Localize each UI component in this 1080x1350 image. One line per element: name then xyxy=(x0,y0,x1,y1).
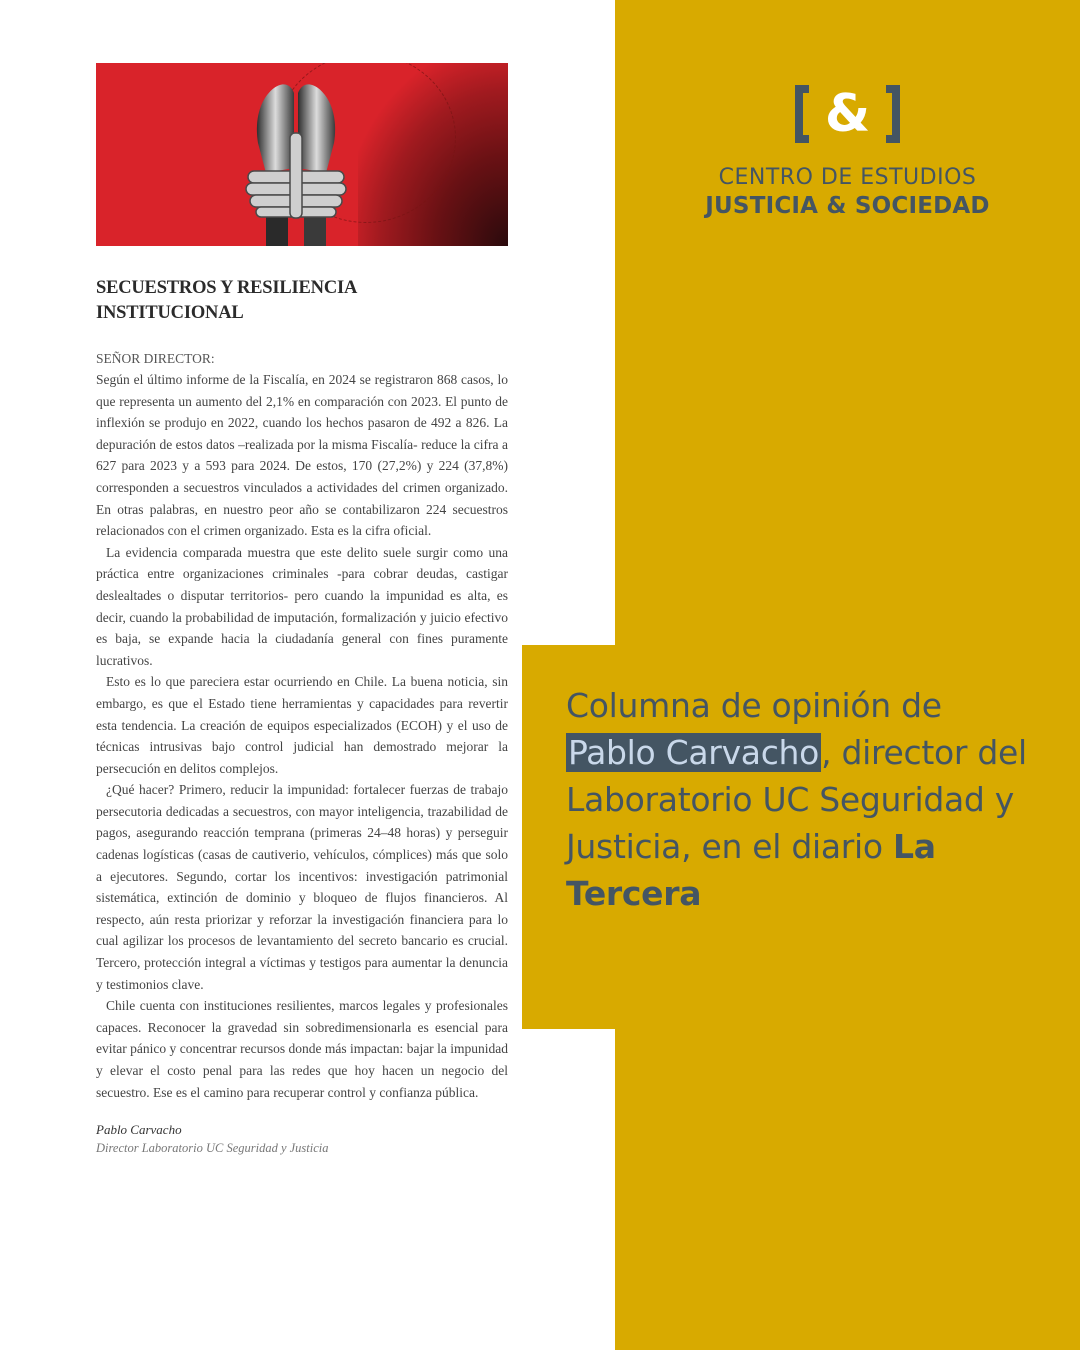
ampersand-icon: & xyxy=(824,84,871,144)
article-paragraph: La evidencia comparada muestra que este delito suele surgir como una práctica entre organizaciones criminales -para cobrar deudas, castigar deslealtades o disputar territorios- pero cuando la impunidad es alta, es decir, cuando la probabilidad de imputación, formalización y juicio efectivo es baja, se expande hacia la ciudadanía general con fines puramente lucrativos. xyxy=(96,544,508,668)
signature xyxy=(96,1121,508,1157)
article-image xyxy=(96,63,508,246)
article-salutation: SEÑOR DIRECTOR: xyxy=(96,351,215,366)
logo xyxy=(680,78,1015,220)
signature-role: Director Laboratorio UC Seguridad y Justicia xyxy=(96,1141,329,1156)
caption-role: , director del Laboratorio UC Seguridad y Justicia, en el diario xyxy=(566,733,1027,866)
bound-hands-icon xyxy=(236,73,356,246)
article-paragraph: Chile cuenta con instituciones resilientes, marcos legales y profesionales capaces. Reconocer la gravedad sin sobredimensionarla es esencial para evitar pánico y concentrar recursos donde más impactan: bajar la impunidad y elevar el costo penal para las redes que hoy hacen un negocio del secuestro. Ese es el camino para recuperar control y confianza pública. xyxy=(96,998,508,1100)
newspaper-name: La Tercera xyxy=(566,827,936,913)
article-headline: SECUESTROS Y RESILIENCIA INSTITUCIONAL xyxy=(96,278,357,323)
article-paragraph: ¿Qué hacer? Primero, reducir la impunidad: fortalecer fuerzas de trabajo persecutoria dedicadas a secuestros, con mayor inteligencia, trazabilidad de pagos, asegurando reacción temprana (primeras 24–48 horas) y perseguir cadenas logísticas (casas de cautiverio, vehículos, cómplices) más que solo a ejecutores. Segundo, cortar los incentivos: investigación patrimonial sistemática, extinción de dominio y bloqueo de flujos financieros. Al respecto, aún resta priorizar y reforzar la investigación financiera para lo cual agilizar los procesos de levantamiento del secreto bancario es crucial. Tercero, protección integral a víctimas y testigos para aumentar la denuncia y testimonios clave. xyxy=(96,782,508,992)
bracket-right-icon xyxy=(886,85,900,143)
article xyxy=(96,276,508,1157)
author-name-highlight: Pablo Carvacho xyxy=(568,733,820,772)
logo-mark xyxy=(680,78,1015,150)
logo-subtitle: CENTRO DE ESTUDIOS xyxy=(718,165,977,190)
caption xyxy=(566,682,1036,917)
article-paragraph: Según el último informe de la Fiscalía, en 2024 se registraron 868 casos, lo que representa un aumento del 2,1% en comparación con 2023. El punto de inflexión se produjo en 2022, cuando los hechos pasaron de 492 a 826. La depuración de estos datos –realizada por la misma Fiscalía- reduce la cifra a 627 para 2023 y a 593 para 2024. De estos, 170 (27,2%) y 224 (37,8%) corresponden a secuestros vinculados a actividades del crimen organizado. En otras palabras, en nuestro peor año se contabilizaron 224 secuestros relacionados con el crimen organizado. Esta es la cifra oficial. xyxy=(96,372,508,539)
article-paragraph: Esto es lo que pareciera estar ocurriendo en Chile. La buena noticia, sin embargo, es que el Estado tiene herramientas y capacidades para revertir esta tendencia. La creación de equipos especializados (ECOH) y el uso de técnicas intrusivas bajo control judicial han demostrado mejorar la persecución en delitos complejos. xyxy=(96,674,508,776)
logo-title: JUSTICIA & SOCIEDAD xyxy=(705,193,990,219)
caption-intro: Columna de opinión de xyxy=(566,686,942,725)
signature-name: Pablo Carvacho xyxy=(96,1122,182,1138)
bracket-left-icon xyxy=(795,85,809,143)
